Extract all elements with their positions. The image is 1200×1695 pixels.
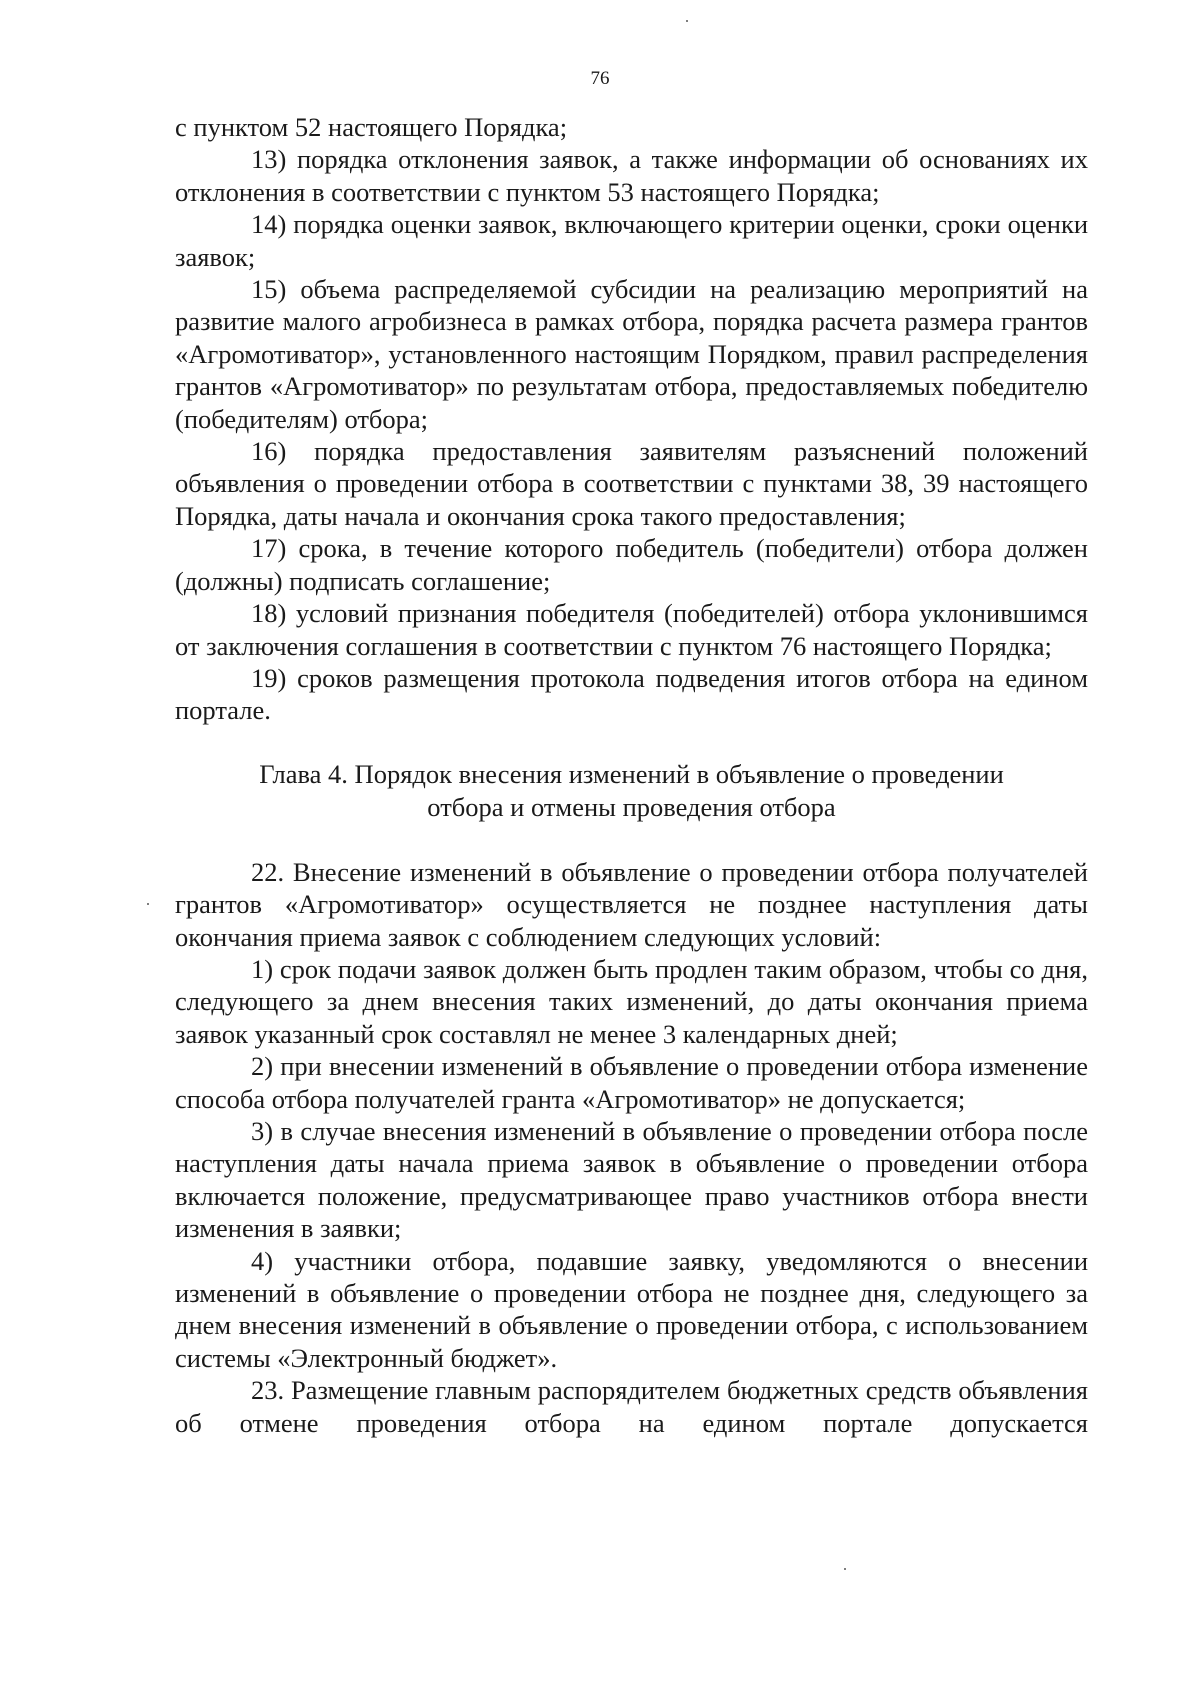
paragraph-continuation: с пунктом 52 настоящего Порядка; [175,112,568,142]
document-body [175,111,1088,1439]
list-item-14: 14) порядка оценки заявок, включающего критерии оценки, сроки оценки заявок; [175,209,1088,272]
list-item-18: 18) условий признания победителя (победителей) отбора уклонившимся от заключения соглашения в соответствии с пунктом 76 настоящего Порядка; [175,598,1088,661]
clause-22-item-1: 1) срок подачи заявок должен быть продлен таким образом, чтобы со дня, следующего за днем внесения таких изменений, до даты окончания приема заявок указанный срок составлял не менее 3 календарных дней; [175,953,1088,1049]
clause-23: 23. Размещение главным распорядителем бюджетных средств объявления об отмене проведения отбора на едином портале допускается [175,1375,1088,1438]
list-item-15: 15) объема распределяемой субсидии на реализацию мероприятий на развитие малого агробизнеса в рамках отбора, порядка расчета размера грантов «Агромотиватор», установленного настоящим Порядком, правил распределения грантов «Агромотиватор» по результатам отбора, предоставляемых победителю (победителям) отбора; [175,274,1088,434]
chapter-heading-line-1: Глава 4. Порядок внесения изменений в объявление о проведении [259,758,1004,789]
scan-speck [686,20,688,22]
page-number: 76 [590,68,610,89]
chapter-heading-line-2: отбора и отмены проведения отбора [427,791,836,822]
clause-22-item-2: 2) при внесении изменений в объявление о проведении отбора изменение способа отбора получателей гранта «Агромотиватор» не допускается; [175,1051,1088,1114]
scan-speck [147,903,149,905]
clause-22-item-3: 3) в случае внесения изменений в объявление о проведении отбора после наступления даты начала приема заявок в объявление о проведении отбора включается положение, предусматривающее право участников отбора внести изменения в заявки; [175,1115,1088,1244]
chapter-heading [175,758,1088,824]
list-item-19: 19) сроков размещения протокола подведения итогов отбора на едином портале. [175,662,1088,726]
list-item-13: 13) порядка отклонения заявок, а также информации об основаниях их отклонения в соответствии с пунктом 53 настоящего Порядка; [175,144,1088,207]
clause-22-item-4: 4) участники отбора, подавшие заявку, уведомляются о внесении изменений в объявление о проведении отбора не позднее дня, следующего за днем внесения изменений в объявление о проведении отбора, с использованием системы «Электронный бюджет». [175,1245,1088,1373]
clause-22: 22. Внесение изменений в объявление о проведении отбора получателей грантов «Агромотиватор» осуществляется не позднее наступления даты окончания приема заявок с соблюдением следующих условий: [175,856,1088,952]
list-item-17: 17) срока, в течение которого победитель (победители) отбора должен (должны) подписать соглашение; [175,533,1088,596]
list-item-16: 16) порядка предоставления заявителям разъяснений положений объявления о проведении отбора в соответствии с пунктами 38, 39 настоящего Порядка, даты начала и окончания срока такого предоставления; [175,436,1088,531]
scan-speck [844,1568,846,1570]
